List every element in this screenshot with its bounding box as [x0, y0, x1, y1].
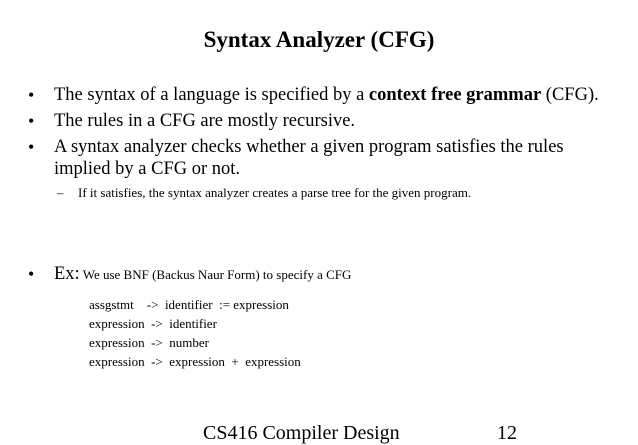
sub-bullet-text: If it satisfies, the syntax analyzer creates a parse tree for the given program.: [78, 185, 472, 200]
bullet-text-end: (CFG).: [541, 85, 599, 105]
example-label: Ex:: [54, 264, 80, 284]
bullet-dot-icon: •: [28, 85, 35, 105]
page-number: 12: [497, 422, 517, 444]
bullet-dot-icon: •: [28, 264, 35, 284]
dash-icon: –: [57, 185, 64, 200]
bullet-text: The syntax of a language is specified by a: [54, 85, 369, 105]
slide-title: Syntax Analyzer (CFG): [203, 27, 435, 52]
grammar-rules: [89, 295, 301, 371]
grammar-rule: expression -> expression + expression: [89, 354, 301, 369]
bullet-bold-term: context free grammar: [368, 85, 542, 105]
example-text: We use BNF (Backus Naur Form) to specify a CFG: [79, 267, 352, 282]
grammar-rule: expression -> identifier: [89, 316, 217, 331]
bullet-dot-icon: •: [28, 137, 35, 157]
bullet-item-syntax-analyzer: [26, 136, 616, 180]
slide-footer: CS416 Compiler Design: [203, 422, 400, 444]
bullet-list: [26, 84, 616, 202]
bullet-text: The rules in a CFG are mostly recursive.: [54, 111, 356, 131]
bullet-dot-icon: •: [28, 111, 35, 131]
bullet-item-recursive: [26, 110, 616, 132]
grammar-rule: expression -> number: [89, 335, 209, 350]
sub-bullet-parse-tree: [26, 184, 616, 202]
bullet-item-cfg-definition: [26, 84, 616, 106]
example-bullet: [26, 263, 616, 285]
grammar-rule: assgstmt -> identifier := expression: [89, 297, 289, 312]
bullet-text: A syntax analyzer checks whether a given program satisfies the rules implied by a CFG or not.: [54, 137, 564, 179]
